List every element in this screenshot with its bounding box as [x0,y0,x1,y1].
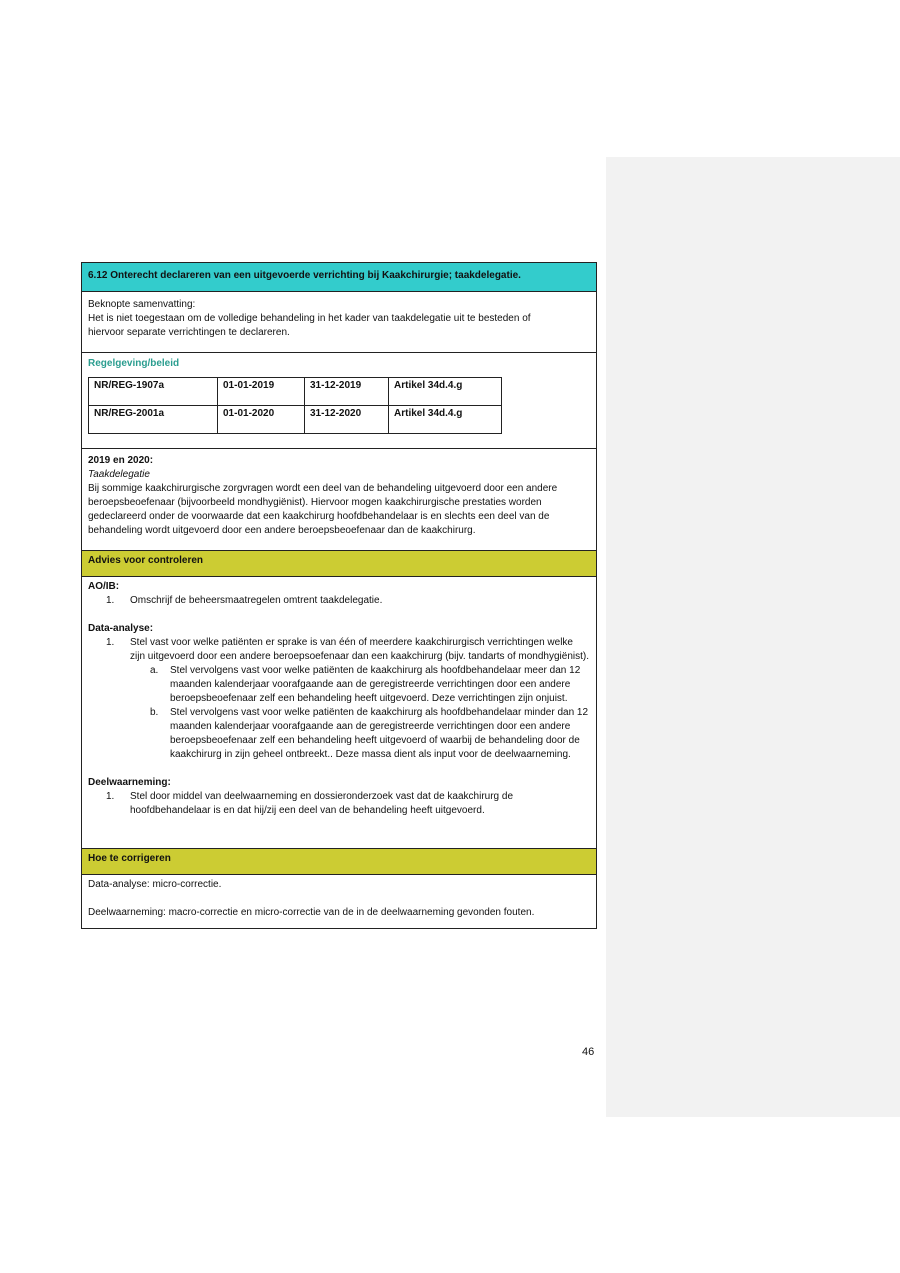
table-cell: 01-01-2020 [218,406,305,434]
list-number: 1. [106,637,115,648]
table-cell: NR/REG-2001a [89,406,218,434]
regulation-table [88,377,502,434]
advice-row [82,577,596,849]
sub-list-item [88,706,590,762]
regulation-row [82,353,596,449]
table-cell: Artikel 34d.4.g [389,406,502,434]
table-row [89,406,502,434]
context-years: 2019 en 2020: [88,455,154,466]
list-letter: a. [150,665,159,676]
table-cell: NR/REG-1907a [89,378,218,406]
list-item [88,636,590,664]
regulation-heading: Regelgeving/beleid [88,358,180,369]
deelwaarneming-label: Deelwaarneming: [88,777,171,788]
list-text: Omschrijf de beheersmaatregelen omtrent taakdelegatie. [130,595,383,606]
table-cell: 31-12-2019 [305,378,389,406]
list-item [88,594,590,608]
list-number: 1. [106,595,115,606]
list-text: Stel door middel van deelwaarneming en dossieronderzoek vast dat de kaakchirurg de hoofdbehandelaar is en dat hij/zij een deel van de behandeling heeft uitgevoerd. [130,791,514,816]
section-table [81,262,597,929]
advice-heading: Advies voor controleren [88,555,204,566]
sub-list-item [88,664,590,706]
correction-line-deel: Deelwaarneming: macro-correctie en micro-correctie van de in de deelwaarneming gevonden fouten. [88,907,535,918]
comment-margin-pane [606,157,900,1117]
table-cell: 31-12-2020 [305,406,389,434]
list-number: 1. [106,791,115,802]
list-text: Stel vervolgens vast voor welke patiënten de kaakchirurg als hoofdbehandelaar meer dan 12 maanden kalenderjaar voorafgaande aan de geregistreerde verrichtingen door een andere beroepsbeoefenaar zelf een behandeling heeft uitgevoerd. Deze verrichtingen zijn onjuist. [170,665,581,704]
context-subheading: Taakdelegatie [88,469,150,480]
list-item [88,790,590,818]
summary-row [82,292,596,353]
table-cell: Artikel 34d.4.g [389,378,502,406]
correction-row [82,875,596,928]
table-row [89,378,502,406]
context-text: Bij sommige kaakchirurgische zorgvragen wordt een deel van de behandeling uitgevoerd door een andere beroepsbeoefenaar (bijvoorbeeld mondhygiënist). Hiervoor mogen kaakchirurgische prestaties worden gedeclareerd onder de voorwaarde dat een kaakchirurg hoofdbehandelaar is en slechts een deel van de behandeling wordt uitgevoerd door een andere beroepsbeoefenaar dan de kaakchirurg. [88,483,558,536]
table-cell: 01-01-2019 [218,378,305,406]
section-title: 6.12 Onterecht declareren van een uitgevoerde verrichting bij Kaakchirurgie; taakdelegatie. [88,270,521,281]
summary-text: Het is niet toegestaan om de volledige behandeling in het kader van taakdelegatie uit te besteden of hiervoor separate verrichtingen te declareren. [88,313,531,338]
section-title-row [82,263,596,292]
aoib-label: AO/IB: [88,581,120,592]
correction-heading: Hoe te corrigeren [88,853,171,864]
correction-line-data: Data-analyse: micro-correctie. [88,879,222,890]
context-row [82,449,596,551]
list-letter: b. [150,707,159,718]
data-analysis-label: Data-analyse: [88,623,154,634]
advice-heading-row [82,551,596,577]
page-number: 46 [582,1046,595,1058]
correction-heading-row [82,849,596,875]
list-text: Stel vast voor welke patiënten er sprake is van één of meerdere kaakchirurgisch verrichtingen welke zijn uitgevoerd door een andere beroepsoefenaar dan een kaakchirurg (bijv. tandarts of mondhygiënist). [130,637,589,662]
list-text: Stel vervolgens vast voor welke patiënten de kaakchirurg als hoofdbehandelaar minder dan 12 maanden kalenderjaar voorafgaande aan de geregistreerde verrichtingen door een andere beroepsbeoefenaar zelf een behandeling heeft uitgevoerd of waarbij de behandeling door de kaakchirurg in zijn geheel ontbreekt.. Deze massa dient als input voor de deelwaarneming. [170,707,589,760]
summary-label: Beknopte samenvatting: [88,299,196,310]
